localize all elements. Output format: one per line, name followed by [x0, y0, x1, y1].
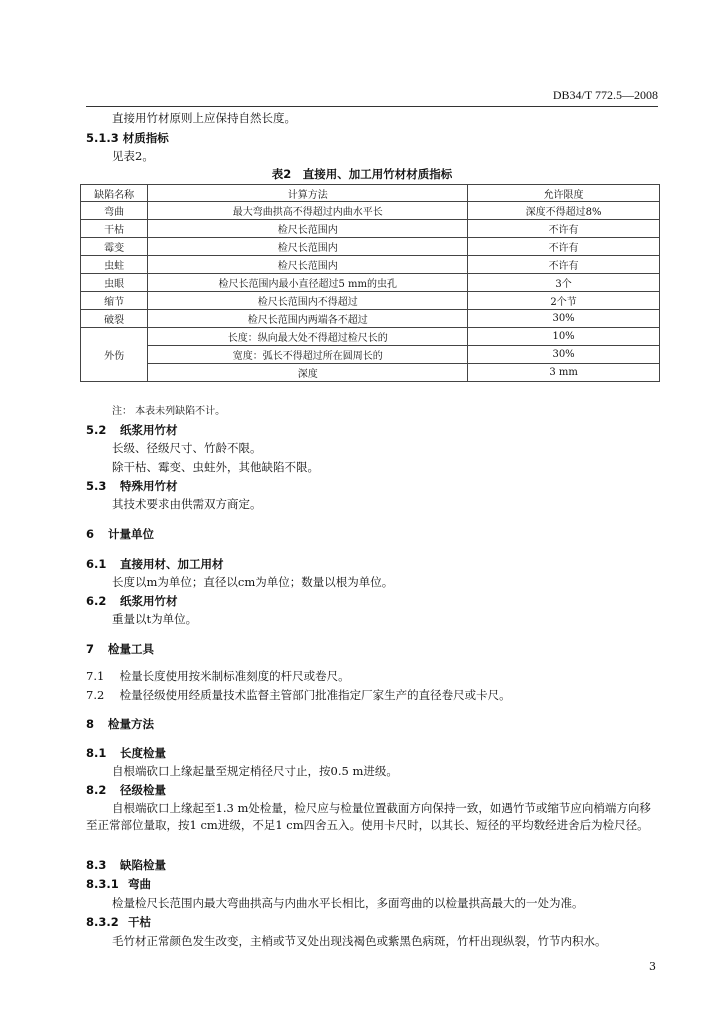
section-heading-5-3	[86, 478, 178, 494]
section-number: 6.1	[86, 557, 107, 571]
clause-text: 检量径级使用经质量技术监督主管部门批准指定厂家生产的直径卷尺或卡尺。	[119, 688, 511, 702]
table-row	[81, 238, 660, 256]
paragraph: 自根端砍口上缘起量至规定梢径尺寸止，按0.5 m进级。	[112, 764, 398, 778]
clause-7-1	[86, 668, 350, 684]
calc-method: 检尺长范围内两端各不超过	[148, 310, 468, 328]
standard-code: DB34/T 772.5—2008	[552, 88, 658, 102]
section-title: 检量工具	[108, 642, 155, 656]
section-number: 8.3	[86, 858, 107, 872]
section-title: 缺陷检量	[120, 858, 167, 872]
section-heading-8	[86, 716, 154, 732]
allowance: 3个	[468, 274, 660, 292]
defect-name: 外伤	[81, 328, 148, 382]
table-row	[81, 328, 660, 346]
section-heading-8-2	[86, 782, 166, 798]
section-heading-8-3-2	[86, 914, 151, 930]
section-number: 6.2	[86, 594, 107, 608]
section-title: 材质指标	[122, 131, 169, 145]
allowance: 不许有	[468, 256, 660, 274]
section-number: 5.3	[86, 479, 107, 493]
allowance: 不许有	[468, 220, 660, 238]
defect-name: 霉变	[81, 238, 148, 256]
paragraph: 长级、径级尺寸、竹龄不限。	[112, 441, 262, 455]
section-heading-5-2	[86, 422, 178, 438]
defect-name: 虫眼	[81, 274, 148, 292]
header-cell: 缺陷名称	[81, 185, 148, 202]
allowance: 2个节	[468, 292, 660, 310]
paragraph: 见表2。	[112, 149, 154, 163]
table-row	[81, 220, 660, 238]
calc-method: 检尺长范围内	[148, 256, 468, 274]
table-row	[81, 274, 660, 292]
table-note: 注： 本表未列缺陷不计。	[112, 406, 226, 417]
section-heading-8-1	[86, 745, 166, 761]
header-rule	[86, 106, 658, 107]
section-title: 纸浆用竹材	[120, 423, 178, 437]
allowance: 不许有	[468, 238, 660, 256]
paragraph: 检量检尺长范围内最大弯曲拱高与内曲水平长相比，多面弯曲的以检量拱高最大的一处为准。	[112, 896, 584, 910]
table-row	[81, 364, 660, 382]
allowance: 3 mm	[468, 364, 660, 382]
calc-method: 检尺长范围内	[148, 238, 468, 256]
table-row	[81, 346, 660, 364]
table-header-row	[81, 185, 660, 202]
section-heading-6-1	[86, 556, 224, 572]
calc-method: 最大弯曲拱高不得超过内曲水平长	[148, 202, 468, 220]
paragraph: 重量以t为单位。	[112, 612, 198, 626]
table-row	[81, 202, 660, 220]
calc-method: 深度	[148, 364, 468, 382]
calc-method: 检尺长范围内最小直径超过5 mm的虫孔	[148, 274, 468, 292]
defect-name: 干枯	[81, 220, 148, 238]
section-number: 8.1	[86, 746, 107, 760]
section-heading-8-3-1	[86, 876, 151, 892]
clause-text: 检量长度使用按米制标准刻度的杆尺或卷尺。	[119, 669, 350, 683]
header-cell: 允许限度	[468, 185, 660, 202]
defect-name: 破裂	[81, 310, 148, 328]
calc-method: 长度：纵向最大处不得超过检尺长的	[148, 328, 468, 346]
allowance: 深度不得超过8%	[468, 202, 660, 220]
paragraph: 除干枯、霉变、虫蛀外，其他缺陷不限。	[112, 460, 319, 474]
page-number: 3	[649, 960, 656, 973]
section-number: 8.3.2	[86, 915, 119, 929]
section-number: 5.2	[86, 423, 107, 437]
section-heading-7	[86, 641, 154, 657]
section-number: 5.1.3	[86, 131, 119, 145]
paragraph: 毛竹材正常颜色发生改变，主梢或节叉处出现浅褐色或紫黑色病斑，竹杆出现纵裂，竹节内积水。	[112, 934, 607, 948]
header-cell: 计算方法	[148, 185, 468, 202]
section-heading-6	[86, 526, 154, 542]
table-caption: 表2 直接用、加工用竹材材质指标	[271, 167, 453, 181]
allowance: 10%	[468, 328, 660, 346]
calc-method: 宽度：弧长不得超过所在圆周长的	[148, 346, 468, 364]
section-number: 7.2	[86, 688, 105, 702]
section-title: 长度检量	[120, 746, 167, 760]
section-title: 特殊用竹材	[120, 479, 178, 493]
allowance: 30%	[468, 310, 660, 328]
section-number: 8	[86, 717, 95, 731]
paragraph: 其技术要求由供需双方商定。	[112, 497, 262, 511]
section-title: 直接用材、加工用材	[120, 557, 224, 571]
defect-name: 缩节	[81, 292, 148, 310]
section-heading-8-3	[86, 857, 166, 873]
section-title: 径级检量	[120, 783, 167, 797]
table-row	[81, 310, 660, 328]
calc-method: 检尺长范围内不得超过	[148, 292, 468, 310]
calc-method: 检尺长范围内	[148, 220, 468, 238]
paragraph: 长度以m为单位；直径以cm为单位；数量以根为单位。	[112, 575, 394, 589]
defect-name: 弯曲	[81, 202, 148, 220]
section-heading-5-1-3	[86, 130, 169, 146]
allowance: 30%	[468, 346, 660, 364]
section-number: 8.2	[86, 783, 107, 797]
table-row	[81, 292, 660, 310]
paragraph: 直接用竹材原则上应保持自然长度。	[112, 111, 296, 125]
section-title: 干枯	[128, 915, 152, 929]
clause-7-2	[86, 687, 511, 703]
section-title: 弯曲	[128, 877, 152, 891]
paragraph: 自根端砍口上缘起至1.3 m处检量，检尺应与检量位置截面方向保持一致，如遇竹节或缩节应向梢端方向移至正常部位量取，按1 cm进级，不足1 cm四舍五入。使用卡尺时，以其长、短径的平均数经进舍后为检尺径。	[86, 801, 651, 832]
section-title: 纸浆用竹材	[120, 594, 178, 608]
section-title: 检量方法	[108, 717, 155, 731]
section-number: 6	[86, 527, 95, 541]
section-number: 7.1	[86, 669, 105, 683]
section-number: 7	[86, 642, 95, 656]
section-title: 计量单位	[108, 527, 155, 541]
table-row	[81, 256, 660, 274]
quality-table	[80, 184, 660, 382]
section-number: 8.3.1	[86, 877, 119, 891]
defect-name: 虫蛀	[81, 256, 148, 274]
section-heading-6-2	[86, 593, 178, 609]
